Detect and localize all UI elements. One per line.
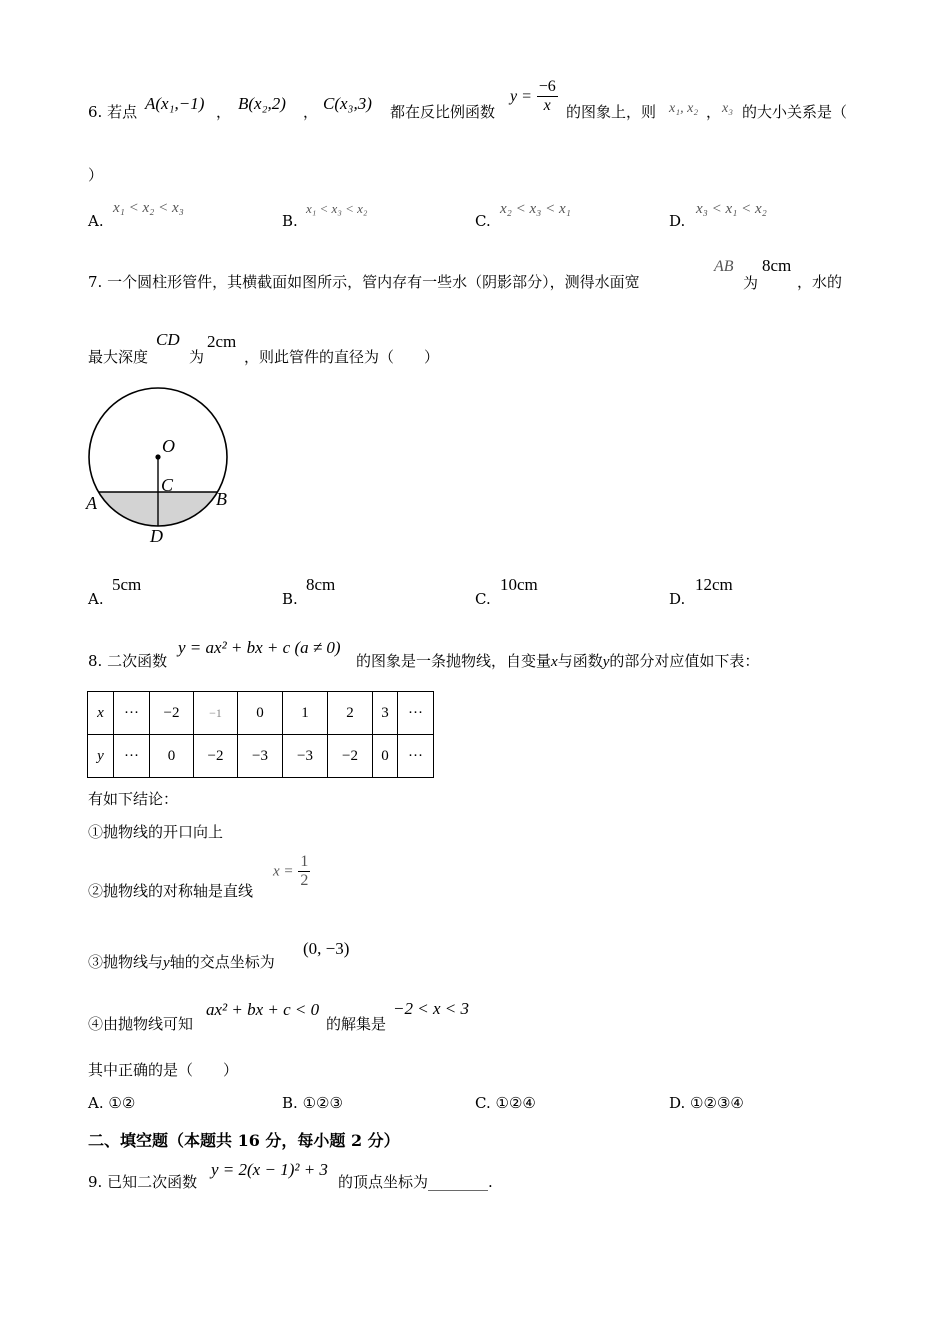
- q8-option-c-value: ①②④: [495, 1094, 536, 1112]
- q7-option-d-value: 12cm: [695, 575, 733, 594]
- table-cell: 3: [373, 692, 398, 735]
- q7-option-d-label[interactable]: D.: [669, 590, 686, 608]
- q9-stem-end: [338, 1171, 493, 1192]
- q9-stem-start: [88, 1171, 197, 1192]
- label-o: O: [162, 436, 175, 456]
- q8-option-a-label: A.: [88, 1094, 104, 1112]
- q7-number: 7.: [88, 273, 103, 291]
- q6-number: 6.: [88, 103, 103, 121]
- table-cell: 2: [328, 692, 373, 735]
- q8-option-c-label: C.: [475, 1094, 491, 1112]
- label-a: A: [86, 493, 97, 513]
- q9-answer-blank[interactable]: ________: [428, 1173, 489, 1191]
- q8-c3-point: (0, −3): [303, 939, 350, 958]
- q8-conclusion-3: [88, 951, 275, 972]
- table-cell: −3: [238, 735, 283, 778]
- q9-text-1: 已知二次函数: [107, 1173, 198, 1191]
- q8-option-d-value: ①②③④: [690, 1094, 744, 1112]
- q7-wei-2: 为: [189, 348, 205, 366]
- q8-c2-den: 2: [300, 872, 309, 890]
- q8-c2-fraction: [298, 853, 310, 891]
- q8-option-d-label: D.: [669, 1094, 686, 1112]
- q8-c3-a: ③抛物线与: [88, 953, 164, 971]
- q8-text-3: 与函数: [557, 652, 603, 670]
- q8-option-b-label: B.: [282, 1094, 298, 1112]
- q6-function-den: x: [543, 97, 551, 115]
- q7-option-c-value: 10cm: [500, 575, 538, 594]
- q6-text-2: 都在反比例函数: [390, 103, 496, 121]
- q6-function-num: −6: [537, 78, 558, 97]
- q8-c4-ineq: ax² + bx + c < 0: [206, 1000, 320, 1019]
- q6-sep-3: ，: [706, 103, 722, 121]
- table-row-x: [88, 692, 434, 735]
- q7-pipe-figure: [80, 385, 250, 550]
- table-cell: −2: [194, 735, 238, 778]
- label-b: B: [216, 489, 227, 509]
- q8-text-1: 二次函数: [107, 652, 168, 670]
- q7-text-4: ，则此管件的直径为（ ）: [244, 348, 440, 366]
- q6-point-c: C(x₃,3): [323, 94, 372, 113]
- table-cell: 0: [150, 735, 194, 778]
- q6-option-b-expr: x₁ < x₃ < x₂: [306, 201, 368, 216]
- q6-point-b: B(x₂,2): [238, 94, 286, 113]
- section-2-title: 二、填空题（本题共 16 分，每小题 2 分）: [88, 1131, 400, 1150]
- table-cell: x: [88, 692, 114, 735]
- table-cell: −2: [150, 692, 194, 735]
- q6-sep-1: ，: [216, 103, 232, 121]
- table-cell: ···: [114, 692, 150, 735]
- table-cell: −1: [194, 692, 238, 735]
- q6-function: [510, 78, 558, 116]
- q8-option-d[interactable]: [669, 1094, 744, 1112]
- q6-sep-2: ，: [303, 103, 319, 121]
- q6-option-c-expr: x₂ < x₃ < x₁: [500, 201, 571, 217]
- q8-option-a[interactable]: [88, 1094, 135, 1112]
- q8-intro: 有如下结论：: [88, 790, 179, 808]
- label-d: D: [150, 526, 163, 546]
- table-cell: −2: [328, 735, 373, 778]
- table-cell: ···: [398, 692, 434, 735]
- table-cell: 0: [373, 735, 398, 778]
- q9-text-2: 的顶点坐标为: [338, 1173, 429, 1191]
- q8-c2-num: 1: [298, 853, 310, 872]
- q7-wei-1: 为: [743, 274, 759, 292]
- q7-cd: CD: [156, 330, 180, 349]
- q7-stem-line-1: [88, 271, 640, 292]
- label-c: C: [161, 475, 174, 495]
- table-cell: ···: [398, 735, 434, 778]
- q6-function-lhs: y =: [510, 87, 532, 105]
- q6-point-a: A(x₁,−1): [145, 94, 205, 113]
- table-cell: 1: [283, 692, 328, 735]
- q7-ab: AB: [714, 258, 734, 275]
- q8-conclusion-2-text: ②抛物线的对称轴是直线: [88, 882, 254, 900]
- q8-c3-y: y: [163, 955, 170, 971]
- q8-conclusion-1: ①抛物线的开口向上: [88, 823, 224, 841]
- q7-text-1: 一个圆柱形管件，其横截面如图所示，管内存有一些水（阴影部分），测得水面宽: [107, 273, 640, 291]
- q9-number: 9.: [88, 1173, 103, 1191]
- q6-function-fraction: [537, 78, 558, 116]
- q8-x: x: [551, 654, 558, 670]
- q8-number: 8.: [88, 652, 103, 670]
- q8-y: y: [602, 654, 610, 670]
- q8-option-b[interactable]: [282, 1094, 343, 1112]
- q7-len-1: 8cm: [762, 256, 792, 275]
- table-cell: y: [88, 735, 114, 778]
- q9-end: .: [488, 1173, 493, 1191]
- q8-function: y = ax² + bx + c (a ≠ 0): [178, 638, 341, 657]
- table-cell: ···: [114, 735, 150, 778]
- q6-option-b-label[interactable]: B.: [282, 212, 298, 230]
- q8-c3-b: 轴的交点坐标为: [169, 953, 275, 971]
- q6-option-c-label[interactable]: C.: [475, 212, 491, 230]
- q8-c2-lhs: x =: [273, 863, 294, 880]
- q7-text-2: ，水的: [797, 273, 843, 291]
- q7-option-a-value: 5cm: [112, 575, 142, 594]
- table-row-y: [88, 735, 434, 778]
- q8-text-4: 的部分对应值如下表：: [609, 652, 760, 670]
- q7-option-a-label[interactable]: A.: [88, 590, 104, 608]
- q6-close-paren: ）: [88, 166, 104, 184]
- q8-conclusion-2-eq: [273, 853, 310, 891]
- q8-option-c[interactable]: [475, 1094, 536, 1112]
- q8-c4-a: ④由抛物线可知: [88, 1015, 194, 1033]
- q7-option-c-label[interactable]: C.: [475, 590, 491, 608]
- q6-option-a-expr: x₁ < x₂ < x₃: [113, 200, 184, 216]
- q9-function: y = 2(x − 1)² + 3: [211, 1160, 328, 1179]
- q6-text-4: 的大小关系是（: [742, 103, 848, 121]
- q6-option-d-expr: x₃ < x₁ < x₂: [696, 201, 767, 217]
- q6-text-1: 若点: [107, 103, 138, 121]
- q8-option-b-value: ①②③: [302, 1094, 343, 1112]
- q8-option-a-value: ①②: [108, 1094, 136, 1112]
- q6-stem: [88, 101, 137, 122]
- q6-option-a-label[interactable]: A.: [88, 212, 104, 230]
- q7-option-b-label[interactable]: B.: [282, 590, 298, 608]
- q6-vars: x₁, x₂: [669, 101, 699, 116]
- q8-stem-end: [356, 650, 759, 671]
- q7-len-2: 2cm: [207, 332, 237, 351]
- q8-text-2: 的图象是一条抛物线，自变量: [356, 652, 552, 670]
- table-cell: 0: [238, 692, 283, 735]
- q8-stem-start: [88, 650, 167, 671]
- q8-c4-solution: −2 < x < 3: [393, 999, 469, 1018]
- q8-ask: 其中正确的是（ ）: [88, 1061, 239, 1079]
- q6-var-3: x₃: [722, 101, 734, 116]
- table-cell: −3: [283, 735, 328, 778]
- q8-c4-b: 的解集是: [326, 1015, 387, 1033]
- q6-text-3: 的图象上，则: [566, 103, 657, 121]
- center-point: [155, 454, 160, 459]
- q7-text-3: 最大深度: [88, 348, 149, 366]
- q7-option-b-value: 8cm: [306, 575, 336, 594]
- q8-value-table: [87, 691, 434, 778]
- q6-option-d-label[interactable]: D.: [669, 212, 686, 230]
